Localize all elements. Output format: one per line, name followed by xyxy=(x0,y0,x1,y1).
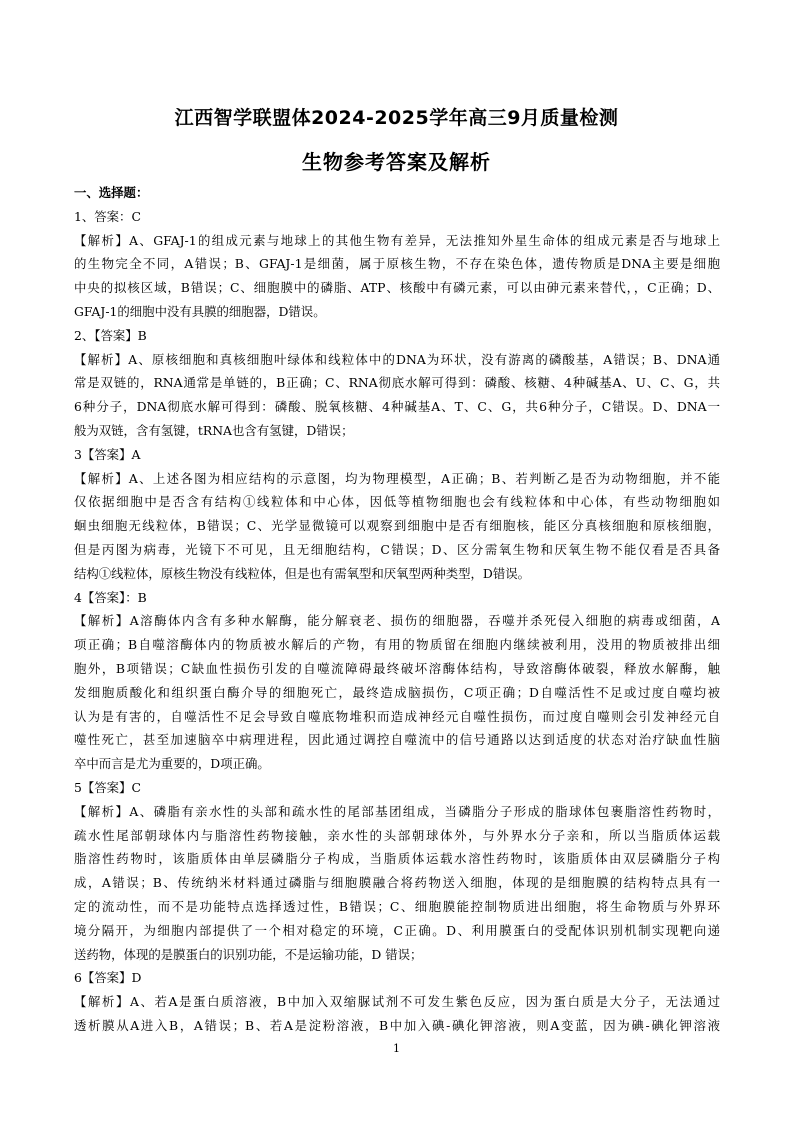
text-line: 疏水性尾部朝球体内与脂溶性药物接触，亲水性的头部朝球体外，与外界水分子亲和，所以当脂质体运载 xyxy=(74,827,720,843)
text-line: 中央的拟核区域，B错误；C、细胞膜中的磷脂、ATP、核酸中有磷元素，可以由砷元素来替代，，C正确；D、 xyxy=(74,280,720,296)
text-line: 【解析】A、原核细胞和真核细胞叶绿体和线粒体中的DNA为环状，没有游离的磷酸基，A错误；B、DNA通 xyxy=(74,351,720,367)
text-line: 项正确；B自噬溶酶体内的物质被水解后的产物，有用的物质留在细胞内继续被利用，没用的物质被排出细 xyxy=(74,637,720,653)
text-line: 【解析】A、GFAJ-1的组成元素与地球上的其他生物有差异，无法推知外星生命体的组成元素是否与地球上 xyxy=(74,232,720,248)
text-line: 常是双链的，RNA通常是单链的，B正确；C、RNA彻底水解可得到：磷酸、核糖、4种碱基A、U、C、G，共 xyxy=(74,375,720,391)
text-line: 成，A错误；B、传统纳米材料通过磷脂与细胞膜融合将药物送入细胞，体现的是细胞膜的结构特点具有一 xyxy=(74,875,720,891)
text-line: GFAJ-1的细胞中没有具膜的细胞器，D错误。 xyxy=(74,303,326,319)
text-line: 6【答案】D xyxy=(74,970,142,986)
text-line: 认为是有害的，自噬活性不足会导致自噬底物堆积而造成神经元自噬性损伤，而过度自噬则会引发神经元自 xyxy=(74,708,720,724)
text-line: 仅依据细胞中是否含有结构①线粒体和中心体，因低等植物细胞也会有线粒体和中心体，有些动物细胞如 xyxy=(74,494,720,510)
text-line: 定的流动性，而不是功能特点选择透过性，B错误；C、细胞膜能控制物质进出细胞，将生命物质与外界环 xyxy=(74,898,720,914)
document-body xyxy=(74,181,720,1038)
text-line: 4【答案】：B xyxy=(74,589,147,605)
text-line: 噬性死亡，甚至加速脑卒中病理进程，因此通过调控自噬流中的信号通路以达到适度的状态对治疗缺血性脑 xyxy=(74,732,720,748)
text-line: 【解析】A、磷脂有亲水性的头部和疏水性的尾部基团组成，当磷脂分子形成的脂球体包裹脂溶性药物时， xyxy=(74,803,720,819)
document-title: 江西智学联盟体2024-2025学年高三9月质量检测 xyxy=(174,107,619,129)
text-line: 3【答案】A xyxy=(74,446,141,462)
section-heading: 一、选择题： xyxy=(74,185,149,200)
text-line: 1、答案：C xyxy=(74,208,141,224)
text-line: 脂溶性药物时，该脂质体由单层磷脂分子构成，当脂质体运载水溶性药物时，该脂质体由双层磷脂分子构 xyxy=(74,851,720,867)
text-line: 透析膜从A进入B，A错误；B、若A是淀粉溶液，B中加入碘-碘化钾溶液，则A变蓝，因为碘-碘化钾溶液 xyxy=(74,1017,720,1033)
text-line: 2、【答案】B xyxy=(74,327,147,343)
text-line: 【解析】A、若A是蛋白质溶液，B中加入双缩脲试剂不可发生紫色反应，因为蛋白质是大分子，无法通过 xyxy=(74,994,720,1010)
document-subtitle: 生物参考答案及解析 xyxy=(302,150,491,174)
text-line: 般为双链，含有氢键，tRNA也含有氢键，D错误； xyxy=(74,422,354,438)
text-line: 【解析】A溶酶体内含有多种水解酶，能分解衰老、损伤的细胞器，吞噬并杀死侵入细胞的病毒或细菌，A xyxy=(74,613,720,629)
text-line: 6种分子，DNA彻底水解可得到：磷酸、脱氧核糖、4种碱基A、T、C、G，共6种分子，C错误。D、DNA一 xyxy=(74,399,720,415)
answer-lines xyxy=(74,205,720,1038)
text-line: 胞外，B项错误；C缺血性损伤引发的自噬流障碍最终破坏溶酶体结构，导致溶酶体破裂，释放水解酶，触 xyxy=(74,660,720,676)
text-line: 送药物，体现的是膜蛋白的识别功能，不是运输功能，D 错误； xyxy=(74,946,423,962)
text-line: 发细胞质酸化和组织蛋白酶介导的细胞死亡，最终造成脑损伤，C项正确；D自噬活性不足或过度自噬均被 xyxy=(74,684,720,700)
text-line: 境分隔开，为细胞内部提供了一个相对稳定的环境，C正确。D、利用膜蛋白的受配体识别机制实现靶向递 xyxy=(74,922,720,938)
text-line: 【解析】A、上述各图为相应结构的示意图，均为物理模型，A正确；B、若判断乙是否为动物细胞，并不能 xyxy=(74,470,720,486)
text-line: 5【答案】C xyxy=(74,779,141,795)
page-number: 1 xyxy=(393,1042,400,1055)
text-line: 但是丙图为病毒，光镜下不可见，且无细胞结构，C错误；D、区分需氧生物和厌氧生物不能仅看是否具备 xyxy=(74,541,720,557)
text-line: 结构①线粒体，原核生物没有线粒体，但是也有需氧型和厌氧型两种类型，D错误。 xyxy=(74,565,530,581)
text-line: 的生物完全不同，A错误；B、GFAJ-1是细菌，属于原核生物，不存在染色体，遗传物质是DNA主要是细胞 xyxy=(74,256,720,272)
text-line: 卒中而言是尤为重要的，D项正确。 xyxy=(74,756,270,772)
text-line: 蛔虫细胞无线粒体，B错误；C、光学显微镜可以观察到细胞中是否有细胞核，能区分真核细胞和原核细胞， xyxy=(74,518,720,534)
